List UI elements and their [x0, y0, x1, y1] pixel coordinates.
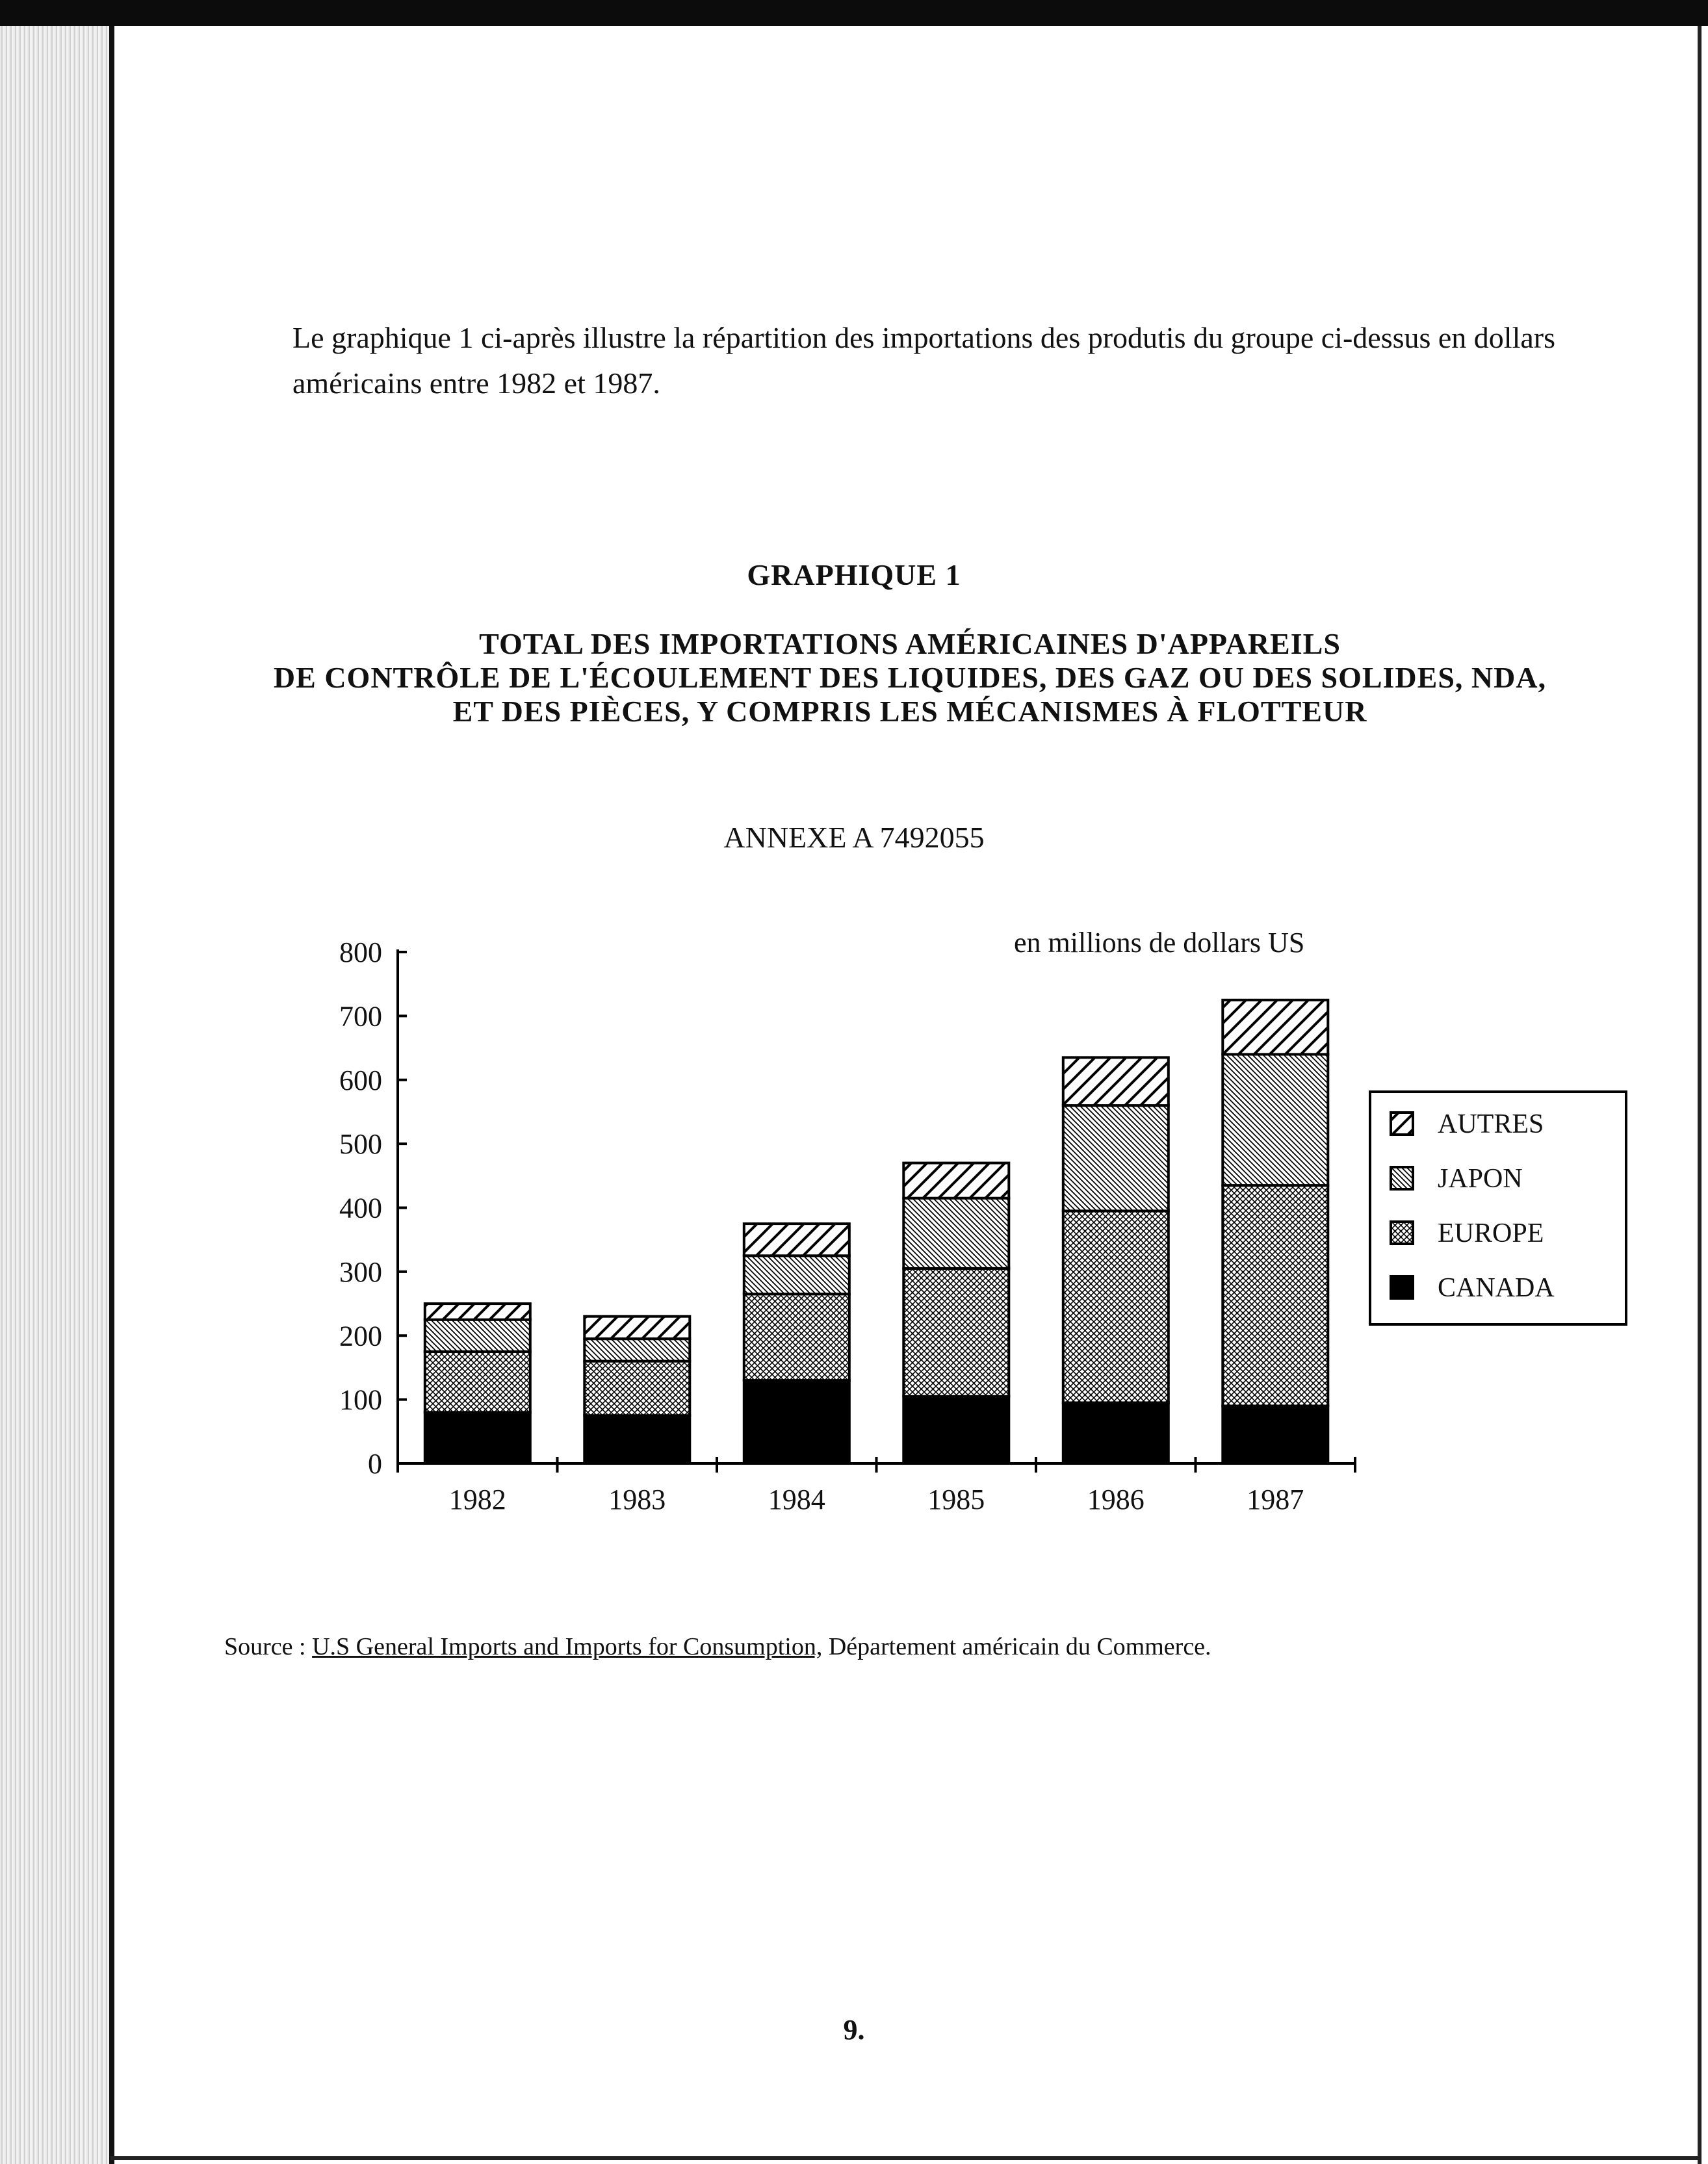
chart-title-line-2: DE CONTRÔLE DE L'ÉCOULEMENT DES LIQUIDES, DES GAZ OU DES SOLIDES, NDA, [273, 661, 1547, 694]
legend-label-canada: CANADA [1438, 1273, 1555, 1303]
bar-segment-canada-1986 [1063, 1403, 1169, 1464]
y-tick-label: 600 [339, 1064, 382, 1096]
bar-segment-japon-1982 [425, 1320, 530, 1352]
bar-segment-autres-1982 [425, 1304, 530, 1320]
source-note [224, 1632, 1654, 1661]
y-tick-label: 800 [339, 936, 382, 968]
x-tick-label: 1987 [1247, 1484, 1304, 1515]
x-tick-label: 1982 [448, 1484, 506, 1515]
legend [1370, 1092, 1626, 1324]
x-tick-label: 1983 [608, 1484, 666, 1515]
bar-segment-canada-1983 [584, 1415, 690, 1463]
bar-segment-canada-1987 [1223, 1406, 1328, 1464]
y-tick-label: 400 [339, 1192, 382, 1224]
bar-segment-canada-1985 [903, 1397, 1009, 1463]
chart-title-line-1: TOTAL DES IMPORTATIONS AMÉRICAINES D'APPAREILS [479, 627, 1341, 660]
chart-title-line-3: ET DES PIÈCES, Y COMPRIS LES MÉCANISMES À FLOTTEUR [452, 695, 1367, 728]
bar-segment-japon-1986 [1063, 1105, 1169, 1211]
y-tick-label: 100 [339, 1384, 382, 1416]
bar-segment-japon-1984 [744, 1256, 849, 1294]
bar-segment-europe-1985 [903, 1269, 1009, 1397]
bar-segment-europe-1986 [1063, 1211, 1169, 1402]
annex-reference: ANNEXE A 7492055 [723, 821, 985, 854]
y-tick-label: 500 [339, 1128, 382, 1161]
legend-swatch-autres [1391, 1113, 1413, 1135]
bar-segment-europe-1984 [744, 1294, 849, 1380]
bar-segment-autres-1987 [1223, 1000, 1328, 1055]
bar-segment-autres-1983 [584, 1317, 690, 1339]
bar-segment-japon-1983 [584, 1339, 690, 1361]
intro-paragraph: Le graphique 1 ci-après illustre la répartition des importations des produtis du groupe ci-dessus en dollars américains entre 1982 et 1987. [292, 321, 1556, 400]
legend-label-japon: JAPON [1438, 1164, 1523, 1194]
x-tick-label: 1984 [768, 1484, 825, 1515]
units-label: en millions de dollars US [1014, 927, 1305, 959]
x-tick-label: 1986 [1087, 1484, 1145, 1515]
bar-segment-canada-1984 [744, 1380, 849, 1463]
y-tick-label: 300 [339, 1256, 382, 1288]
bar-segment-japon-1985 [903, 1198, 1009, 1269]
legend-swatch-canada [1391, 1276, 1413, 1298]
legend-label-europe: EUROPE [1438, 1218, 1544, 1248]
bar-segment-autres-1984 [744, 1224, 849, 1256]
bar-segment-canada-1982 [425, 1412, 530, 1463]
legend-swatch-europe [1391, 1222, 1413, 1244]
bar-segment-autres-1986 [1063, 1057, 1169, 1105]
source-prefix: Source : [224, 1633, 313, 1660]
legend-label-autres: AUTRES [1438, 1109, 1544, 1139]
source-publication: U.S General Imports and Imports for Consumption, [312, 1633, 823, 1660]
y-tick-label: 200 [339, 1320, 382, 1352]
bar-segment-europe-1987 [1223, 1185, 1328, 1406]
page-number: 9. [843, 2014, 865, 2046]
bar-segment-autres-1985 [903, 1163, 1009, 1198]
y-tick-label: 700 [339, 1000, 382, 1033]
bars-layer [425, 1000, 1328, 1463]
graph-label: GRAPHIQUE 1 [747, 558, 961, 591]
legend-swatch-japon [1391, 1167, 1413, 1189]
y-tick-label: 0 [368, 1448, 382, 1480]
bar-segment-japon-1987 [1223, 1054, 1328, 1185]
bar-segment-europe-1983 [584, 1361, 690, 1416]
source-suffix: Département américain du Commerce. [822, 1633, 1211, 1660]
x-tick-label: 1985 [927, 1484, 985, 1515]
bar-segment-europe-1982 [425, 1352, 530, 1413]
